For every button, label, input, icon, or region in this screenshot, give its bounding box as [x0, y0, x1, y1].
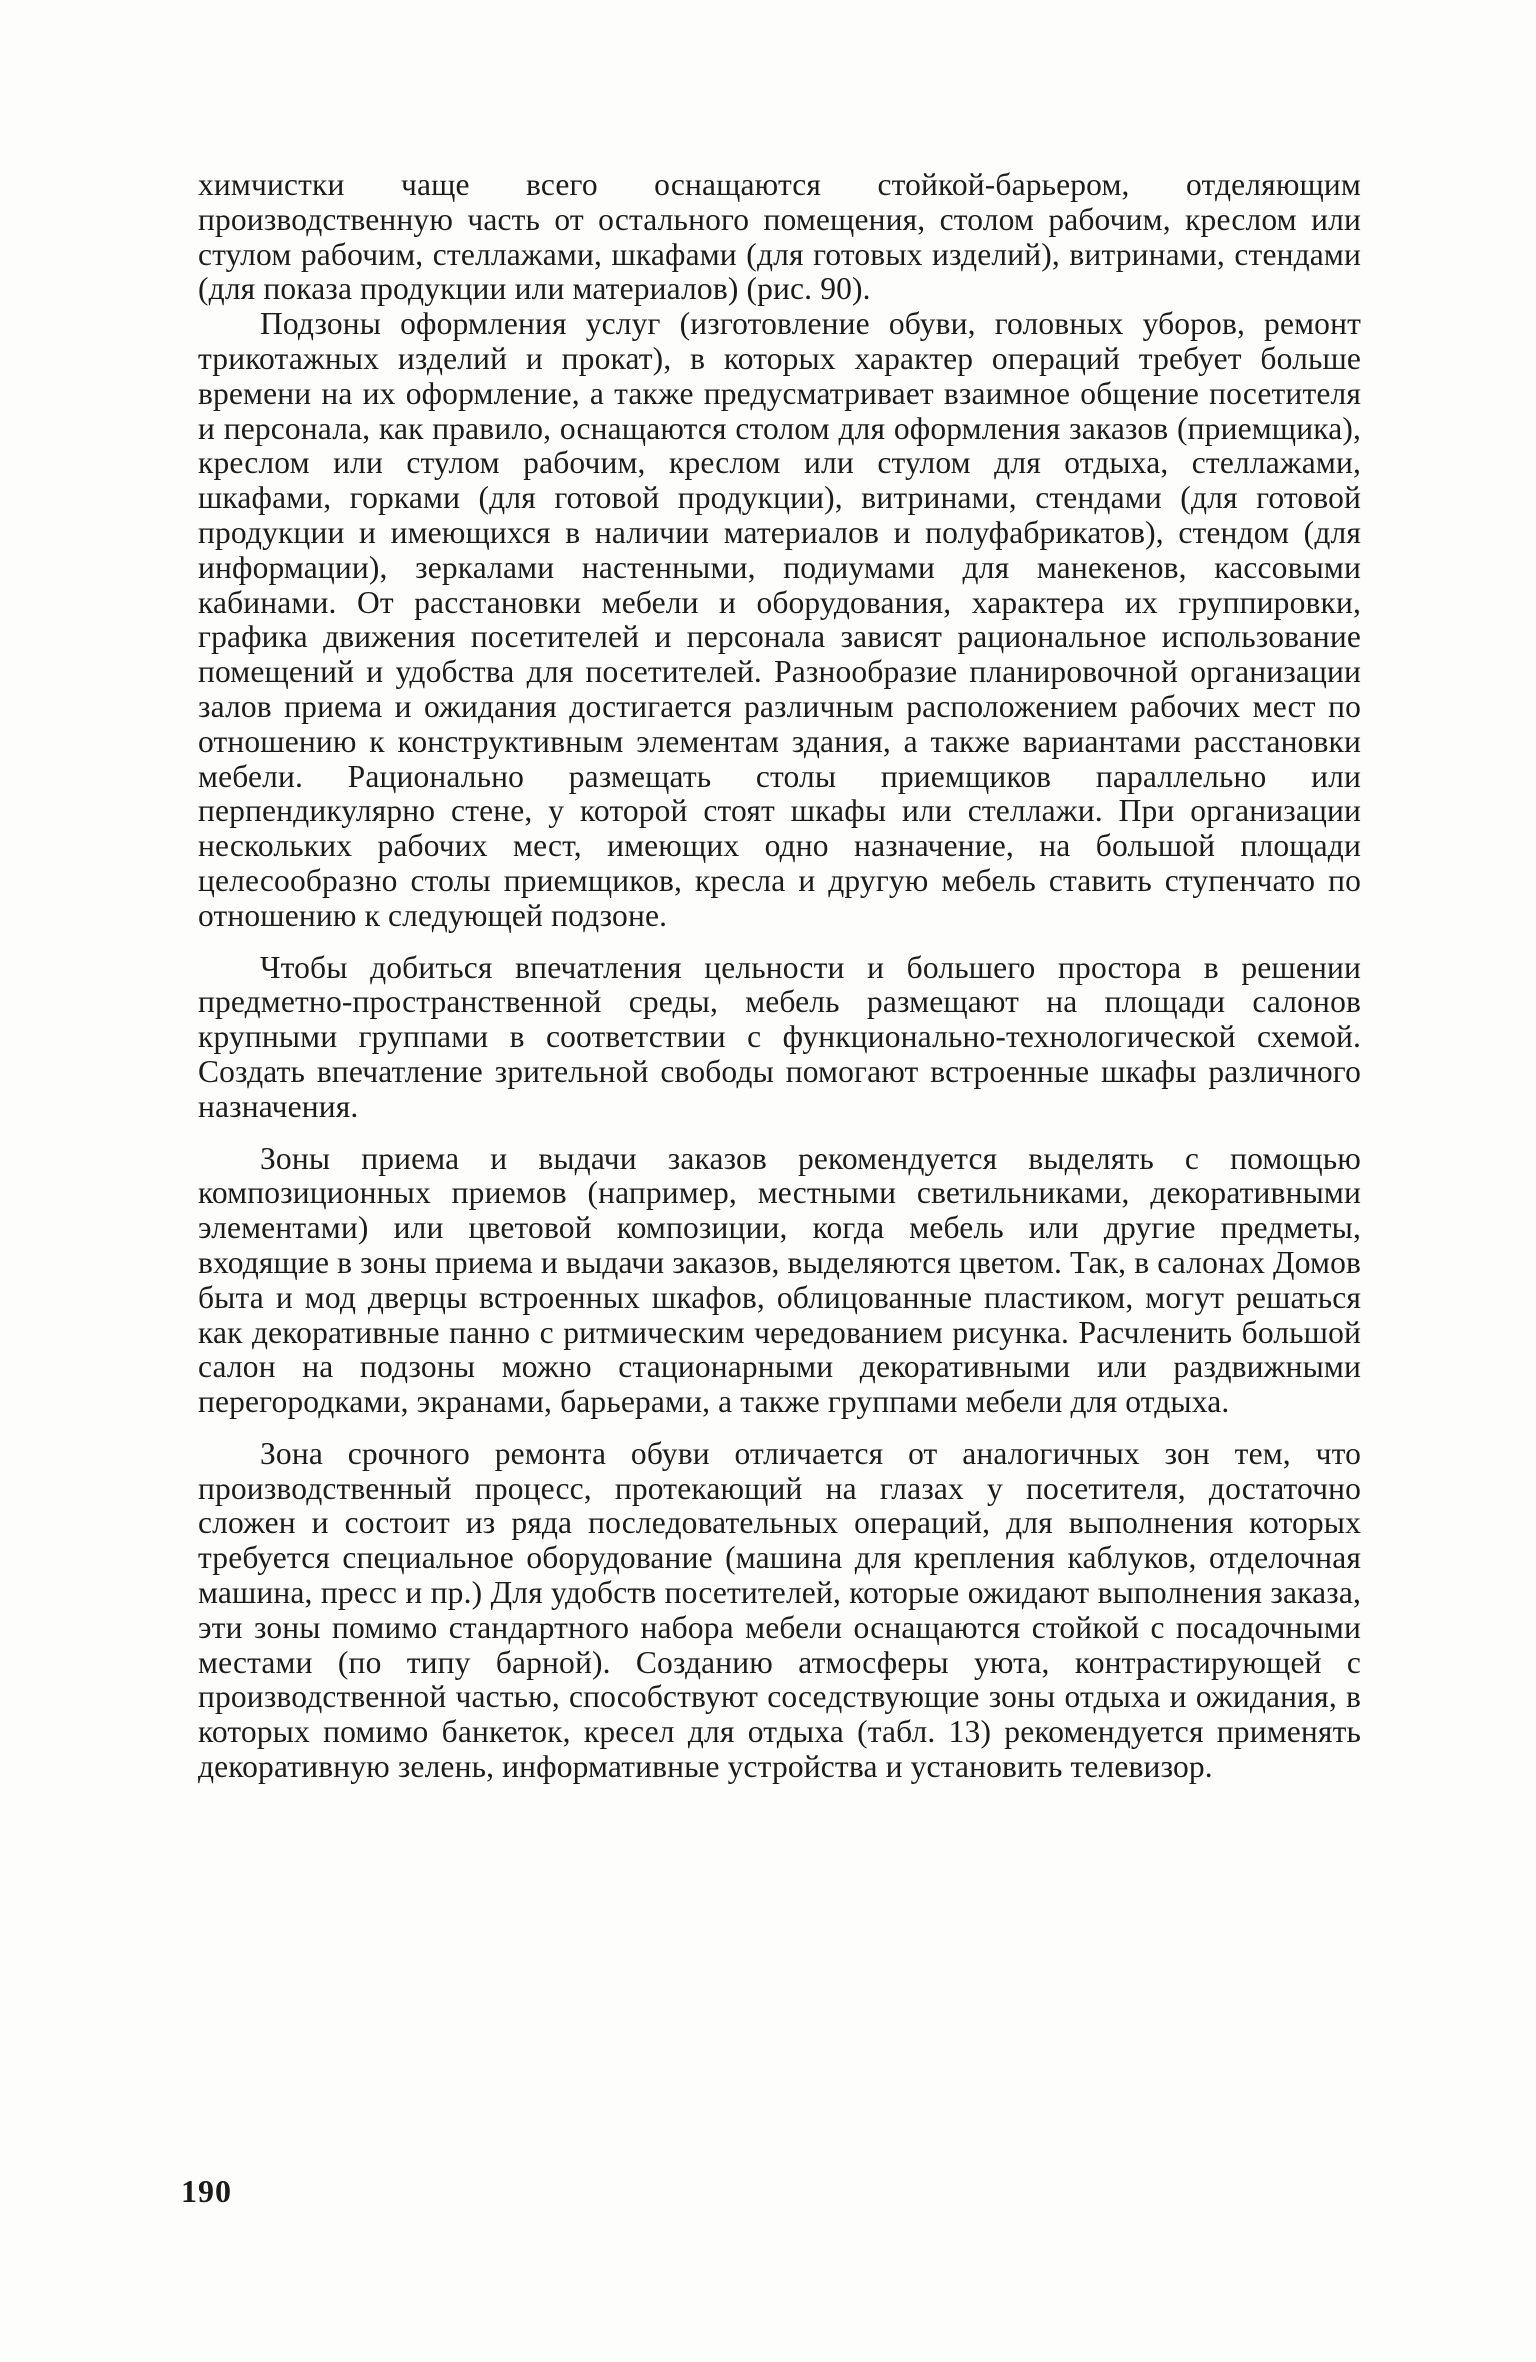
- paragraph-1: химчистки чаще всего оснащаются стойкой-барьером, отделяющим производственную часть от остального помещения, столом рабочим, креслом или стулом рабочим, стеллажами, шкафами (для готовых изделий), витринами, стендами (для показа продукции или материалов) (рис. 90).: [198, 167, 1361, 307]
- paragraph-2: Подзоны оформления услуг (изготовление обуви, головных уборов, ремонт трикотажных изделий и прокат), в которых характер операций требует больше времени на их оформление, а также предусматривает взаимное общение посетителя и персонала, как правило, оснащаются столом для оформления заказов (приемщика), креслом или стулом рабочим, креслом или стулом для отдыха, стеллажами, шкафами, горками (для готовой продукции), витринами, стендами (для готовой продукции и имеющихся в наличии материалов и полуфабрикатов), стендом (для информации), зеркалами настенными, подиумами для манекенов, кассовыми кабинами. От расстановки мебели и оборудования, характера их группировки, графика движения посетителей и персонала зависят рациональное использование помещений и удобства для посетителей. Разнообразие планировочной организации залов приема и ожидания достигается различным расположением рабочих мест по отношению к конструктивным элементам здания, а также вариантами расстановки мебели. Рационально размещать столы приемщиков параллельно или перпендикулярно стене, у которой стоят шкафы или стеллажи. При организации нескольких рабочих мест, имеющих одно назначение, на большой площади целесообразно столы приемщиков, кресла и другую мебель ставить ступенчато по отношению к следующей подзоне.: [198, 306, 1361, 933]
- paragraph-5: Зона срочного ремонта обуви отличается от аналогичных зон тем, что производственный процесс, протекающий на глазах у посетителя, достаточно сложен и состоит из ряда последовательных операций, для выполнения которых требуется специальное оборудование (машина для крепления каблуков, отделочная машина, пресс и пр.) Для удобств посетителей, которые ожидают выполнения заказа, эти зоны помимо стандартного набора мебели оснащаются стойкой с посадочными местами (по типу барной). Созданию атмосферы уюта, контрастирующей с производственной частью, способствуют соседствующие зоны отдыха и ожидания, в которых помимо банкеток, кресел для отдыха (табл. 13) рекомендуется применять декоративную зелень, информативные устройства и установить телевизор.: [198, 1435, 1361, 1785]
- page-number: 190: [181, 2173, 232, 2209]
- paragraph-4: Зоны приема и выдачи заказов рекомендуется выделять с помощью композиционных приемов (например, местными светильниками, декоративными элементами) или цветовой композиции, когда мебель или другие предметы, входящие в зоны приема и выдачи заказов, выделяются цветом. Так, в салонах Домов быта и мод дверцы встроенных шкафов, облицованные пластиком, могут решаться как декоративные панно с ритмическим чередованием рисунка. Расчленить большой салон на подзоны можно стационарными декоративными или раздвижными перегородками, экранами, барьерами, а также группами мебели для отдыха.: [198, 1140, 1361, 1420]
- paragraph-3: Чтобы добиться впечатления цельности и большего простора в решении предметно-пространственной среды, мебель размещают на площади салонов крупными группами в соответствии с функционально-технологической схемой. Создать впечатление зрительной свободы помогают встроенные шкафы различного назначения.: [198, 949, 1361, 1124]
- body-text: [198, 168, 1361, 1785]
